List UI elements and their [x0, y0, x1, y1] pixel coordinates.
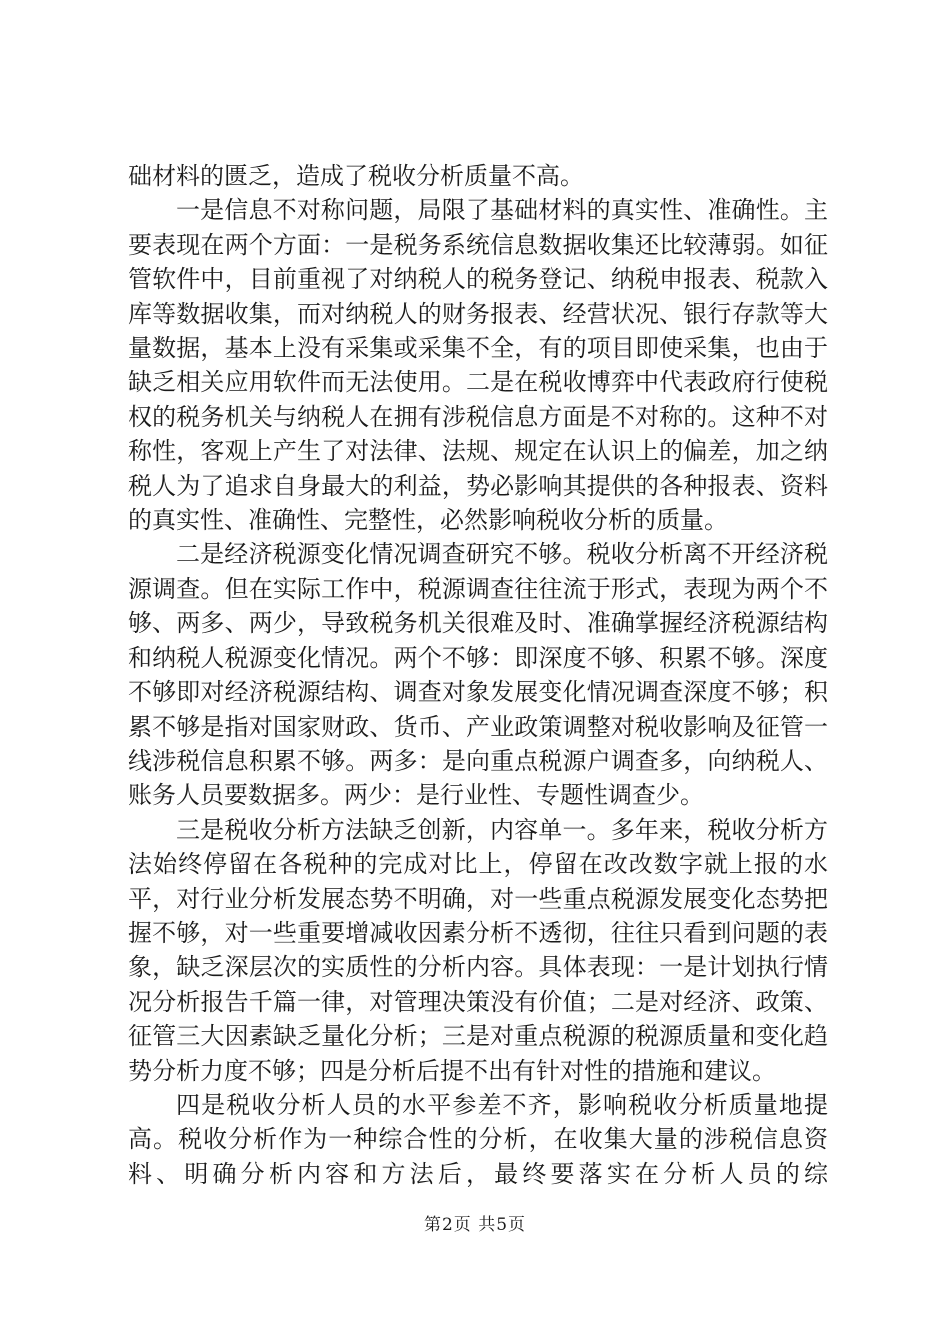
paragraph-continuation: 础材料的匮乏，造成了税收分析质量不高。: [128, 162, 584, 190]
page-footer: 第2页 共5页: [423, 1215, 527, 1235]
paragraph-point-three: 三是税收分析方法缺乏创新，内容单一。多年来，税收分析方法始终停留在各税种的完成对比上，停留在改改数字就上报的水平，对行业分析发展态势不明确，对一些重点税源发展变化态势把握不够，对一些重要增减收因素分析不透彻，往往只看到问题的表象，缺乏深层次的实质性的分析内容。具体表现：一是计划执行情况分析报告千篇一律，对管理决策没有价值；二是对经济、政策、征管三大因素缺乏量化分析；三是对重点税源的税源质量和变化趋势分析力度不够；四是分析后提不出有针对性的措施和建议。: [128, 815, 828, 1085]
paragraph-point-two: 二是经济税源变化情况调查研究不够。税收分析离不开经济税源调查。但在实际工作中，税源调查往往流于形式，表现为两个不够、两多、两少，导致税务机关很难及时、准确掌握经济税源结构和纳税人税源变化情况。两个不够：即深度不够、积累不够。深度不够即对经济税源结构、调查对象发展变化情况调查深度不够；积累不够是指对国家财政、货币、产业政策调整对税收影响及征管一线涉税信息积累不够。两多：是向重点税源户调查多，向纳税人、账务人员要数据多。两少：是行业性、专题性调查少。: [128, 540, 828, 810]
document-body: [128, 159, 828, 1191]
paragraph-point-one: 一是信息不对称问题，局限了基础材料的真实性、准确性。主要表现在两个方面：一是税务系统信息数据收集还比较薄弱。如征管软件中，目前重视了对纳税人的税务登记、纳税申报表、税款入库等数据收集，而对纳税人的财务报表、经营状况、银行存款等大量数据，基本上没有采集或采集不全，有的项目即使采集，也由于缺乏相关应用软件而无法使用。二是在税收博弈中代表政府行使税权的税务机关与纳税人在拥有涉税信息方面是不对称的。这种不对称性，客观上产生了对法律、法规、规定在认识上的偏差，加之纳税人为了追求自身最大的利益，势必影响其提供的各种报表、资料的真实性、准确性、完整性，必然影响税收分析的质量。: [128, 196, 828, 535]
paragraph-point-four: 四是税收分析人员的水平参差不齐，影响税收分析质量地提高。税收分析作为一种综合性的分析，在收集大量的涉税信息资料、明确分析内容和方法后，最终要落实在分析人员的综: [128, 1090, 828, 1188]
